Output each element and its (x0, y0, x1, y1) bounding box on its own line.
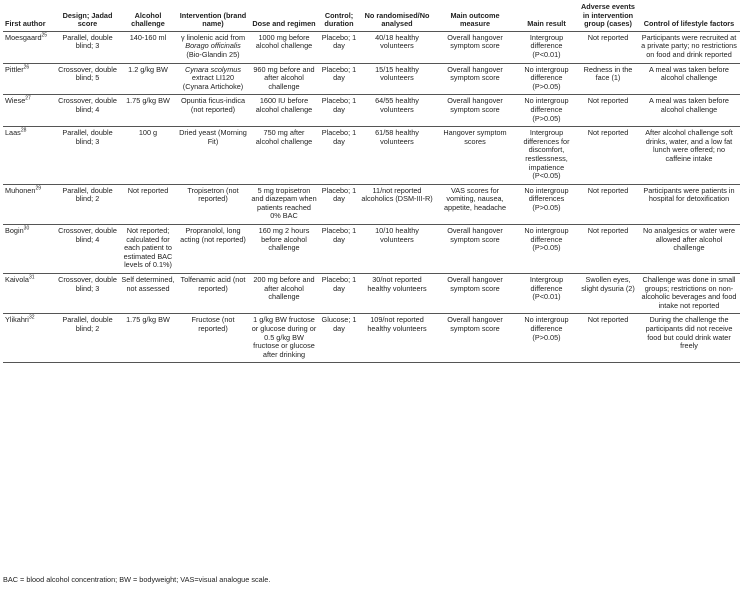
cell-lifestyle: After alcohol challenge soft drinks, water, and a low fat lunch were offered; no caffeine intake (638, 127, 740, 185)
header-result: Main result (515, 2, 578, 31)
cell-author (3, 63, 56, 95)
cell-alcohol: 1.75 g/kg BW (119, 314, 177, 363)
cell-design: Parallel, double blind; 2 (56, 314, 119, 363)
cell-intervention (177, 184, 249, 224)
header-dose: Dose and regimen (249, 2, 319, 31)
cell-randomised: 15/15 healthy volunteers (359, 63, 435, 95)
cell-dose: 1600 IU before alcohol challenge (249, 95, 319, 127)
cell-lifestyle: During the challenge the participants did not receive food but could drink water freely (638, 314, 740, 363)
author-name: Pittler (5, 64, 24, 74)
cell-author (3, 184, 56, 224)
cell-alcohol: 100 g (119, 127, 177, 185)
cell-result: Intergroup difference (P<0.01) (515, 31, 578, 63)
reference-number: 29 (35, 185, 41, 192)
cell-design: Crossover, double blind; 5 (56, 63, 119, 95)
cell-adverse: Swollen eyes, slight dysuria (2) (578, 274, 638, 314)
author-name: Ylikahri (5, 315, 29, 325)
table-body (3, 31, 740, 363)
table-footnote: BAC = blood alcohol concentration; BW = bodyweight; VAS=visual analogue scale. (3, 575, 271, 584)
header-design: Design; Jadad score (56, 2, 119, 31)
cell-outcome: Overall hangover symptom score (435, 63, 515, 95)
cell-alcohol: 1.2 g/kg BW (119, 63, 177, 95)
cell-randomised: 10/10 healthy volunteers (359, 225, 435, 274)
cell-design: Crossover, double blind; 4 (56, 95, 119, 127)
cell-alcohol: 140-160 ml (119, 31, 177, 63)
reference-number: 27 (25, 95, 31, 102)
cell-adverse: Not reported (578, 127, 638, 185)
intervention-text: Cynara scolymus (185, 64, 241, 74)
cell-result: No intergroup difference (P>0.05) (515, 63, 578, 95)
header-outcome: Main outcome measure (435, 2, 515, 31)
cell-intervention (177, 314, 249, 363)
cell-control: Placebo; 1 day (319, 31, 359, 63)
cell-author (3, 274, 56, 314)
cell-intervention (177, 31, 249, 63)
cell-intervention (177, 95, 249, 127)
table-row (3, 184, 740, 224)
table-row (3, 274, 740, 314)
cell-outcome: Overall hangover symptom score (435, 31, 515, 63)
cell-design: Crossover, double blind; 4 (56, 225, 119, 274)
reference-number: 30 (23, 225, 30, 232)
cell-author (3, 31, 56, 63)
intervention-text: Fructose (not reported) (191, 315, 235, 333)
author-name: Kaivola (5, 275, 29, 285)
cell-randomised: 64/55 healthy volunteers (359, 95, 435, 127)
cell-randomised: 61/58 healthy volunteers (359, 127, 435, 185)
header-row (3, 2, 740, 31)
cell-control: Placebo; 1 day (319, 274, 359, 314)
cell-lifestyle: A meal was taken before alcohol challenge (638, 63, 740, 95)
cell-outcome: Hangover symptom scores (435, 127, 515, 185)
cell-lifestyle: Participants were recruited at a private party; no restrictions on food and drink reported (638, 31, 740, 63)
cell-author (3, 225, 56, 274)
cell-dose: 5 mg tropisetron and diazepam when patients reached 0% BAC (249, 184, 319, 224)
intervention-text: (Bio-Glandin 25) (186, 49, 240, 59)
header-alcohol: Alcohol challenge (119, 2, 177, 31)
header-control: Control; duration (319, 2, 359, 31)
cell-adverse: Not reported (578, 31, 638, 63)
intervention-text: Borago officinalis (185, 41, 241, 51)
cell-dose: 1 g/kg BW fructose or glucose during or 0.5 g/kg BW fructose or glucose after drinking (249, 314, 319, 363)
cell-lifestyle: Challenge was done in small groups; restrictions on non-alcoholic beverages and food intake not reported (638, 274, 740, 314)
cell-design: Crossover, double blind; 3 (56, 274, 119, 314)
cell-author (3, 314, 56, 363)
table-row (3, 63, 740, 95)
cell-result: No intergroup difference (P>0.05) (515, 225, 578, 274)
author-name: Bogin (5, 226, 24, 236)
cell-control: Placebo; 1 day (319, 225, 359, 274)
cell-control: Placebo; 1 day (319, 184, 359, 224)
cell-intervention (177, 274, 249, 314)
header-adverse: Adverse events in intervention group (cases) (578, 2, 638, 31)
cell-dose: 1000 mg before alcohol challenge (249, 31, 319, 63)
cell-control: Placebo; 1 day (319, 63, 359, 95)
cell-dose: 960 mg before and after alcohol challenge (249, 63, 319, 95)
author-name: Muhonen (5, 185, 36, 195)
cell-result: Intergroup differences for discomfort, restlessness, impatience (P<0.05) (515, 127, 578, 185)
cell-randomised: 30/not reported healthy volunteers (359, 274, 435, 314)
cell-outcome: VAS scores for vomiting, nausea, appetite, headache (435, 184, 515, 224)
cell-author (3, 95, 56, 127)
cell-intervention (177, 63, 249, 95)
cell-alcohol: Not reported (119, 184, 177, 224)
cell-control: Placebo; 1 day (319, 127, 359, 185)
reference-number: 28 (20, 127, 27, 134)
cell-alcohol: 1.75 g/kg BW (119, 95, 177, 127)
cell-result: No intergroup differences (P>0.05) (515, 184, 578, 224)
cell-result: No intergroup difference (P>0.05) (515, 95, 578, 127)
cell-control: Placebo; 1 day (319, 95, 359, 127)
cell-intervention (177, 127, 249, 185)
intervention-text: Tropisetron (not reported) (187, 185, 239, 204)
intervention-text: Tolfenamic acid (not reported) (180, 275, 246, 293)
intervention-text: extract LI120 (Cynara Artichoke) (182, 73, 244, 91)
cell-adverse: Not reported (578, 225, 638, 274)
reference-number: 25 (41, 32, 48, 39)
intervention-text: γ linolenic acid from (180, 32, 246, 42)
cell-result: Intergroup difference (P<0.01) (515, 274, 578, 314)
author-name: Wiese (5, 96, 26, 106)
cell-outcome: Overall hangover symptom score (435, 314, 515, 363)
author-name: Moesgaard (5, 32, 42, 42)
intervention-text: Dried yeast (Morning Fit) (179, 128, 247, 146)
cell-dose: 160 mg 2 hours before alcohol challenge (249, 225, 319, 274)
cell-randomised: 109/not reported healthy volunteers (359, 314, 435, 363)
cell-result: No intergroup difference (P>0.05) (515, 314, 578, 363)
table-row (3, 127, 740, 185)
header-randomised: No randomised/No analysed (359, 2, 435, 31)
cell-adverse: Redness in the face (1) (578, 63, 638, 95)
cell-adverse: Not reported (578, 184, 638, 224)
reference-number: 26 (23, 64, 30, 71)
cell-lifestyle: No analgesics or water were allowed after alcohol challenge (638, 225, 740, 274)
header-intervention: Intervention (brand name) (177, 2, 249, 31)
reference-number: 32 (28, 314, 35, 321)
trials-table (3, 2, 740, 363)
cell-alcohol: Self determined, not assessed (119, 274, 177, 314)
intervention-text: Propranolol, long acting (not reported) (180, 226, 246, 244)
cell-lifestyle: Participants were patients in hospital for detoxification (638, 184, 740, 224)
cell-lifestyle: A meal was taken before alcohol challenge (638, 95, 740, 127)
cell-design: Parallel, double blind; 3 (56, 127, 119, 185)
table-row (3, 95, 740, 127)
cell-outcome: Overall hangover symptom score (435, 95, 515, 127)
cell-dose: 750 mg after alcohol challenge (249, 127, 319, 185)
header-lifestyle: Control of lifestyle factors (638, 2, 740, 31)
cell-control: Glucose; 1 day (319, 314, 359, 363)
table-row (3, 314, 740, 363)
reference-number: 31 (28, 274, 35, 281)
cell-design: Parallel, double blind; 2 (56, 184, 119, 224)
cell-author (3, 127, 56, 185)
table-row (3, 31, 740, 63)
cell-outcome: Overall hangover symptom score (435, 274, 515, 314)
header-author: First author (3, 2, 56, 31)
cell-intervention (177, 225, 249, 274)
cell-dose: 200 mg before and after alcohol challenge (249, 274, 319, 314)
table-row (3, 225, 740, 274)
cell-adverse: Not reported (578, 95, 638, 127)
cell-design: Parallel, double blind; 3 (56, 31, 119, 63)
cell-outcome: Overall hangover symptom score (435, 225, 515, 274)
intervention-text: Opuntia ficus-indica (not reported) (180, 96, 246, 114)
cell-adverse: Not reported (578, 314, 638, 363)
cell-randomised: 11/not reported alcoholics (DSM-III-R) (359, 184, 435, 224)
cell-randomised: 40/18 healthy volunteers (359, 31, 435, 63)
cell-alcohol: Not reported; calculated for each patient to estimated BAC levels of 0.1%) (119, 225, 177, 274)
author-name: Laas (5, 128, 21, 138)
